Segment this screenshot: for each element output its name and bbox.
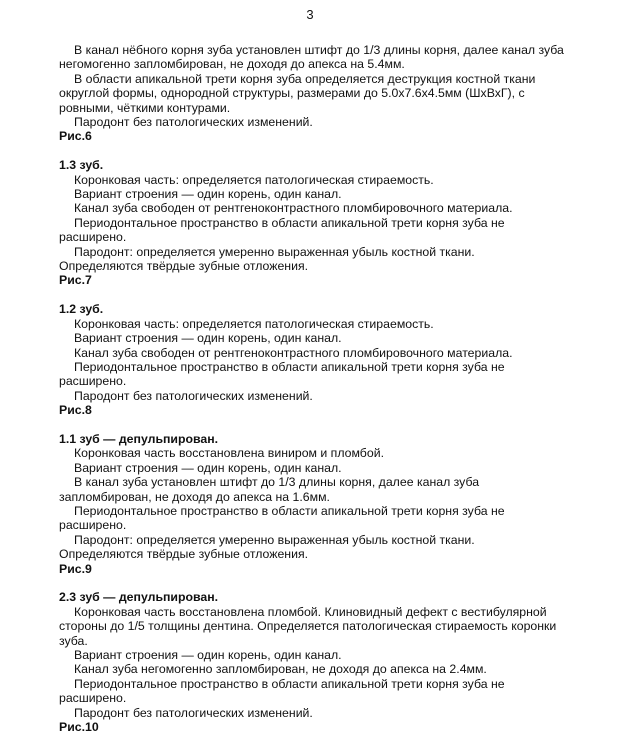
paragraph: Пародонт: определяется умеренно выраженная убыль костной ткани. bbox=[74, 532, 475, 547]
paragraph: Коронковая часть восстановлена пломбой. Клиновидный дефект с вестибулярной стороны до 1/5 толщины дентина. Определяется патологическая стираемость коронки зуба. bbox=[59, 604, 557, 648]
section-tooth-2-3 bbox=[59, 590, 574, 734]
paragraph: Пародонт без патологических изменений. bbox=[74, 115, 313, 130]
note-line: Определяются твёрдые зубные отложения. bbox=[59, 547, 309, 562]
section-tooth-1-3 bbox=[59, 158, 574, 288]
paragraph: Пародонт без патологических изменений. bbox=[74, 388, 313, 403]
section-heading: 1.3 зуб. bbox=[59, 158, 104, 173]
paragraph: Пародонт без патологических изменений. bbox=[74, 705, 313, 720]
paragraph: Вариант строения — один корень, один канал. bbox=[74, 460, 342, 475]
paragraph: Периодонтальное пространство в области апикальной трети корня зуба не расширено. bbox=[59, 359, 505, 389]
figure-label: Рис.8 bbox=[59, 403, 92, 418]
paragraph: Коронковая часть восстановлена виниром и пломбой. bbox=[74, 446, 384, 461]
paragraph: В канал нёбного корня зуба установлен штифт до 1/3 длины корня, далее канал зуба негомогенно запломбирован, не доходя до апекса на 5.4мм. bbox=[59, 43, 564, 72]
section-heading: 1.1 зуб — депульпирован. bbox=[59, 431, 219, 446]
note-line: Определяются твёрдые зубные отложения. bbox=[59, 259, 309, 274]
page-number: 3 bbox=[306, 7, 314, 22]
paragraph: Канал зуба негомогенно запломбирован, не доходя до апекса на 2.4мм. bbox=[74, 662, 487, 677]
paragraph: Пародонт: определяется умеренно выраженная убыль костной ткани. bbox=[74, 244, 475, 259]
paragraph: Канал зуба свободен от рентгеноконтрастного пломбировочного материала. bbox=[74, 201, 513, 216]
paragraph: В области апикальной трети корня зуба определяется деструкция костной ткани округлой формы, однородной структуры, размерами до 5.0х7.6х4.5мм (ШхВхГ), с ровными, чёткими контурами. bbox=[59, 71, 536, 115]
paragraph: Коронковая часть: определяется патологическая стираемость. bbox=[74, 316, 434, 331]
intro-block bbox=[59, 43, 574, 144]
paragraph: В канал зуба установлен штифт до 1/3 длины корня, далее канал зуба запломбирован, не доходя до апекса на 1.6мм. bbox=[59, 475, 480, 504]
figure-label: Рис.10 bbox=[59, 720, 99, 735]
figure-label: Рис.7 bbox=[59, 273, 92, 288]
section-heading: 1.2 зуб. bbox=[59, 302, 104, 317]
paragraph: Коронковая часть: определяется патологическая стираемость. bbox=[74, 172, 434, 187]
section-tooth-1-2 bbox=[59, 302, 574, 417]
paragraph: Вариант строения — один корень, один канал. bbox=[74, 187, 342, 202]
figure-label: Рис.9 bbox=[59, 561, 92, 576]
section-tooth-1-1 bbox=[59, 432, 574, 576]
paragraph: Периодонтальное пространство в области апикальной трети корня зуба не расширено. bbox=[59, 503, 505, 533]
paragraph: Канал зуба свободен от рентгеноконтрастного пломбировочного материала. bbox=[74, 345, 513, 360]
paragraph: Вариант строения — один корень, один канал. bbox=[74, 648, 342, 662]
document-body bbox=[59, 43, 574, 734]
paragraph: Периодонтальное пространство в области апикальной трети корня зуба не расширено. bbox=[59, 676, 505, 706]
section-heading: 2.3 зуб — депульпирован. bbox=[59, 590, 219, 605]
paragraph: Периодонтальное пространство в области апикальной трети корня зуба не расширено. bbox=[59, 215, 505, 245]
paragraph: Вариант строения — один корень, один канал. bbox=[74, 331, 342, 346]
figure-label: Рис.6 bbox=[59, 129, 92, 144]
